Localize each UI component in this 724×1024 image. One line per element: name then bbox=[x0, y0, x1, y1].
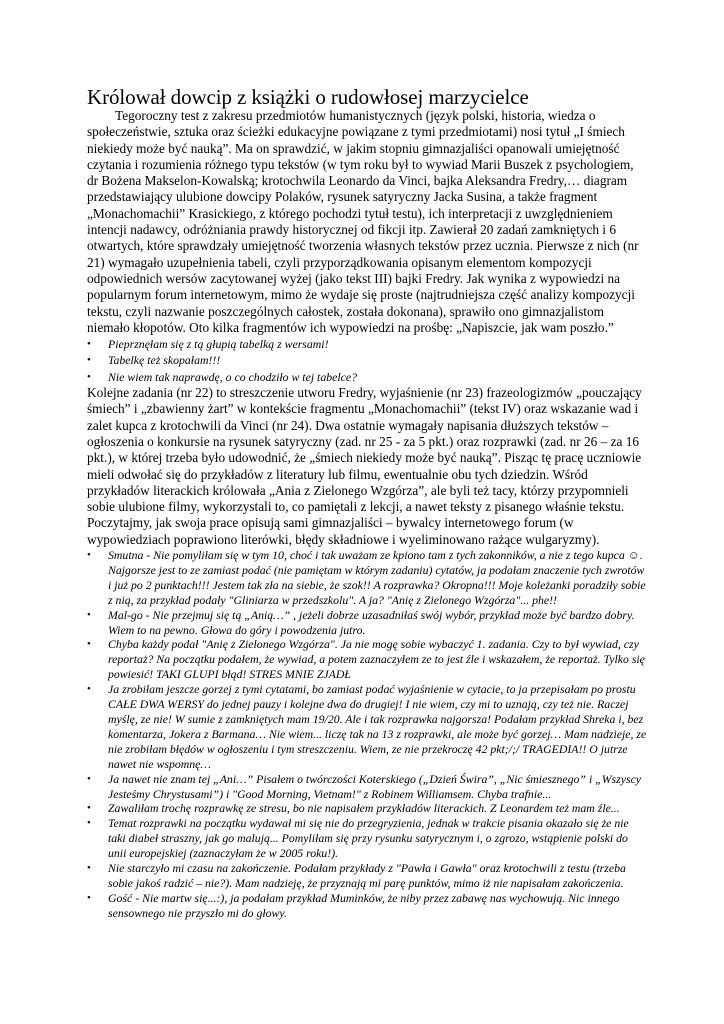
bullet-icon: • bbox=[87, 608, 91, 621]
quote-item: • Smutna - Nie pomyliłam się w tym 10, choć i tak uważam ze kpiono tam z tych zakonników, a nie z tego kupca ☺. Najgorsze jest to ze zamiast podać (nie pamiętam w którym zadaniu) cytatów, ja podałam znaczenie tych zwrotów i już po 2 punktach!!! Jestem tak zła na siebie, że szok!! A rozprawka? Okropna!!! Moje koleżanki poradziły sobie z nią, za przykład podały "Gliniarza w przedszkolu". A ja? "Anię z Zielonego Wzgórza"... phe!! bbox=[87, 548, 646, 607]
bullet-icon: • bbox=[87, 338, 91, 351]
quote-item: • Zawaliłam trochę rozprawkę ze stresu, bo nie napisałem przykładów literackich. Z Leonardem też mam źle... bbox=[87, 801, 620, 816]
bullet-icon: • bbox=[87, 891, 91, 904]
quote-item: • Nie wiem tak naprawdę, o co chodziło w tej tabelce? bbox=[87, 369, 358, 384]
quote-item: • Pieprznęłam się z tą głupią tabelką z wersami! bbox=[87, 337, 329, 352]
quote-item: • Chyba każdy podał "Anię z Zielonego Wzgórza". Ja nie mogę sobie wybaczyć 1. zadania. Czy to był wywiad, czy reportaż? Na początku podałem, że wywiad, a potem zaznaczyłem ze to jest źle i wskazałem, że reportaż. Tylko się powiesić! TAKI GLUPI błąd! STRES MNIE ZJADŁ bbox=[87, 637, 645, 682]
quote-item: • Gość - Nie martw się...:), ja podałam przykład Muminków, że niby przez zabawę nas wychowują. Nic innego sensownego nie przyszło mi do głowy. bbox=[87, 890, 620, 920]
bullet-icon: • bbox=[87, 354, 91, 367]
quotes-list-2 bbox=[87, 548, 647, 921]
quote-item: • Tabelkę też skopałam!!! bbox=[87, 353, 221, 368]
document-page bbox=[87, 86, 647, 921]
second-paragraph: Kolejne zadania (nr 22) to streszczenie utworu Fredry, wyjaśnienie (nr 23) frazeologizmów „pouczający śmiech” i „zbawienny żart” w kontekście fragmentu „Monachomachii” (tekst IV) oraz wskazanie wad i zalet kupca z krotochwili da Vinci (nr 24). Dwa ostatnie wymagały napisania dłuższych tekstów – ogłoszenia o konkursie na rysunek satyryczny (zad. nr 25 - za 5 pkt.) oraz rozprawki (zad. nr 26 – za 16 pkt.), w której trzeba było udowodnić, że „śmiech niekiedy może być nauką”. Pisząc tę pracę uczniowie mieli odwołać się do przykładów z literatury lub filmu, ewentualnie obu tych dziedzin. Wśród przykładów literackich królowała „Ania z Zielonego Wzgórza”, ale byli też tacy, którzy przypomnieli sobie ulubione filmy, wykorzystali to, co pamiętali z lekcji, a nawet teksty z pisanego właśnie tekstu. Poczytajmy, jak swoja prace opisują sami gimnazjaliści – bywalcy internetowego forum (w wypowiedziach poprawiono literówki, błędy składniowe i wyeliminowano rażące wulgaryzmy). bbox=[87, 385, 642, 547]
bullet-icon: • bbox=[87, 862, 91, 875]
quote-item: • Mal-go - Nie przejmuj się tą „Anią…” , jeżeli dobrze uzasadniłaś swój wybór, przykład może być bardzo dobry. Wiem to na pewno. Głowa do góry i powodzenia jutro. bbox=[87, 607, 635, 637]
bullet-icon: • bbox=[87, 772, 91, 785]
quote-item: • Ja nawet nie znam tej „Ani…” Pisałem o twórczości Koterskiego („Dzień Świra”, „Nic śmiesznego” i „Wszyscy Jesteśmy Chrystusami”) i "Good Morning, Vietnam!" z Robinem Williamsem. Chyba trafnie... bbox=[87, 771, 642, 801]
bullet-icon: • bbox=[87, 370, 91, 383]
quote-item: • Ja zrobiłam jeszcze gorzej z tymi cytatami, bo zamiast podać wyjaśnienie w cytacie, to ja przepisałam po prostu CAŁE DWA WERSY do jednej pauzy i kolejne dwa do drugiej! I nie wiem, czy mi to uznają, czy też nie. Raczej myślę, ze nie! W sumie z zamkniętych mam 19/20. Ale i tak rozprawka najgorsza! Podałam przykład Shreka i, bez komentarza, Jokera z Barmana… Nie wiem... liczę tak na 13 z rozprawki, ale może być gorzej… Mam nadzieje, ze nie zrobiłam błędów w ogłoszeniu i tym streszczeniu. Wiem, ze nie przekroczę 42 pkt;/;/ TRAGEDIA!! O jutrze nawet nie wspomnę… bbox=[87, 682, 647, 771]
quote-item: • Temat rozprawki na początku wydawał mi się nie do przegryzienia, jednak w trakcie pisania okazało się że nie taki diabeł straszny, jak go malują... Pomyliłam się przy rysunku satyrycznym i, o zgrozo, wstąpienie polski do unii europejskiej (zaznaczyłam że w 2005 roku!). bbox=[87, 816, 629, 861]
article-title: Królował dowcip z książki o rudowłosej marzycielce bbox=[87, 85, 529, 109]
bullet-icon: • bbox=[87, 638, 91, 651]
bullet-icon: • bbox=[87, 549, 91, 562]
quote-item: • Nie starczyło mi czasu na zakończenie. Podałam przykłady z "Pawła i Gawła" oraz krotochwili z testu (trzeba sobie jakoś radzić – nie?). Mam nadzieję, że przyznają mi parę punktów, mimo iż nie napisałam zakończenia. bbox=[87, 861, 626, 890]
bullet-icon: • bbox=[87, 802, 91, 815]
quotes-list-1 bbox=[87, 336, 647, 385]
bullet-icon: • bbox=[87, 817, 91, 830]
intro-paragraph: Tegoroczny test z zakresu przedmiotów humanistycznych (język polski, historia, wiedza o społeczeństwie, sztuka oraz ścieżki edukacyjne powiązane z tymi przedmiotami) nosi tytuł „I śmiech niekiedy może być nauką”. Ma on sprawdzić, w jakim stopniu gimnazjaliści opanowali umiejętność czytania i rozumienia różnego typu tekstów (w tym roku był to wywiad Marii Buszek z psychologiem, dr Bożena Makselon-Kowalską; krotochwila Leonardo da Vinci, bajka Aleksandra Fredry,… diagram przedstawiający ulubione dowcipy Polaków, rysunek satyryczny Jacka Susina, a także fragment „Monachomachii” Krasickiego, z którego pochodzi tytuł testu), ich interpretacji z uwzględnieniem intencji nadawcy, odróżniania prawdy historycznej od fikcji itp. Zawierał 20 zadań zamkniętych i 6 otwartych, które sprawdzały umiejętność tworzenia własnych tekstów przez ucznia. Pierwsze z nich (nr 21) wymagało uzupełnienia tabeli, czyli przyporządkowania opisanym elementom kompozycji odpowiednich wersów zacytowanej wyżej (jako tekst III) bajki Fredry. Jak wynika z wypowiedzi na popularnym forum internetowym, mimo że wydaje się proste (najtrudniejsza część analizy kompozycji tekstu, czyli nazwanie poszczególnych całostek, została dokonana), sprawiło ono gimnazjalistom niemało kłopotów. Oto kilka fragmentów ich wypowiedzi na prośbę: „Napiszcie, jak wam poszło.” bbox=[87, 108, 639, 335]
bullet-icon: • bbox=[87, 683, 91, 696]
